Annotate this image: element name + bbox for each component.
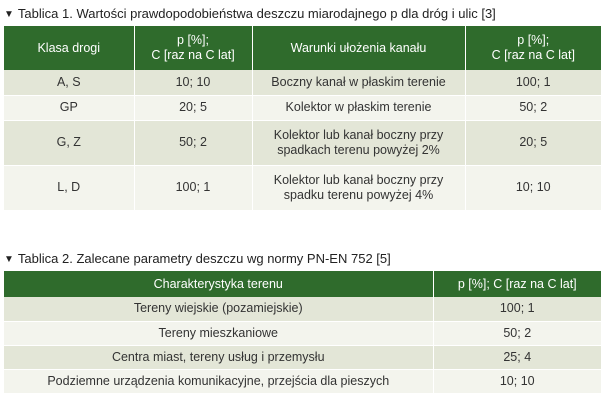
- cell-p-c: 10; 10: [465, 165, 601, 210]
- cell-line: Kolektor lub kanał boczny przy: [273, 127, 444, 142]
- cell-terrain: Podziemne urządzenia komunikacyjne, przejścia dla pieszych: [4, 369, 433, 393]
- header-line: Warunki ułożenia kanału: [290, 40, 427, 55]
- cell-terrain: Tereny wiejskie (pozamiejskie): [4, 297, 433, 321]
- cell-line: spadku terenu powyżej 4%: [283, 187, 434, 202]
- table-row: [4, 297, 601, 321]
- cell-conditions: [252, 70, 465, 95]
- cell-p-c: 10; 10: [433, 369, 601, 393]
- table-row: [4, 120, 601, 165]
- rain-parameters-table: [4, 271, 601, 394]
- cell-line: Kolektor lub kanał boczny przy: [273, 172, 444, 187]
- cell-p-c: 100; 1: [433, 297, 601, 321]
- header-line: Klasa drogi: [37, 40, 101, 55]
- cell-conditions: [252, 165, 465, 210]
- header-line: C [raz na C lat]: [491, 48, 575, 62]
- header-line: C [raz na C lat]: [151, 48, 235, 62]
- table-header-row: [4, 271, 601, 297]
- table2-caption-text: Tablica 2. Zalecane parametry deszczu wg normy PN-EN 752 [5]: [17, 251, 391, 266]
- table-row: [4, 70, 601, 95]
- cell-conditions: [252, 120, 465, 165]
- cell-p-c: 100; 1: [134, 165, 252, 210]
- cell-p-c: 20; 5: [465, 120, 601, 165]
- cell-road-class: A, S: [4, 70, 134, 95]
- rain-probability-table: [4, 26, 601, 211]
- table-row: [4, 369, 601, 393]
- cell-line: Kolektor w płaskim terenie: [285, 100, 432, 114]
- triangle-down-icon: ▼: [4, 254, 14, 265]
- table-row: [4, 321, 601, 345]
- header-p-c-1: [134, 26, 252, 70]
- cell-line: Boczny kanał w płaskim terenie: [271, 74, 446, 89]
- table-row: [4, 165, 601, 210]
- cell-conditions: [252, 95, 465, 120]
- table2-caption: [4, 251, 391, 268]
- cell-terrain: Tereny mieszkaniowe: [4, 321, 433, 345]
- cell-road-class: L, D: [4, 165, 134, 210]
- triangle-down-icon: ▼: [4, 9, 14, 20]
- header-p-c: p [%]; C [raz na C lat]: [433, 271, 601, 297]
- header-p-c-2: [465, 26, 601, 70]
- cell-road-class: G, Z: [4, 120, 134, 165]
- cell-p-c: 20; 5: [134, 95, 252, 120]
- header-conditions: [252, 26, 465, 70]
- cell-p-c: 50; 2: [433, 321, 601, 345]
- cell-terrain: Centra miast, tereny usług i przemysłu: [4, 345, 433, 369]
- cell-p-c: 100; 1: [465, 70, 601, 95]
- table-row: [4, 95, 601, 120]
- table1-caption: [4, 6, 496, 23]
- cell-p-c: 25; 4: [433, 345, 601, 369]
- header-line: p [%];: [517, 33, 550, 47]
- cell-p-c: 10; 10: [134, 70, 252, 95]
- table1-caption-text: Tablica 1. Wartości prawdopodobieństwa deszczu miarodajnego p dla dróg i ulic [3]: [17, 6, 496, 21]
- header-line: p [%];: [177, 33, 209, 47]
- header-terrain: Charakterystyka terenu: [4, 271, 433, 297]
- table-header-row: [4, 26, 601, 70]
- cell-p-c: 50; 2: [134, 120, 252, 165]
- cell-p-c: 50; 2: [465, 95, 601, 120]
- cell-road-class: GP: [4, 95, 134, 120]
- cell-line: spadkach terenu powyżej 2%: [277, 142, 440, 157]
- table-row: [4, 345, 601, 369]
- header-road-class: [4, 26, 134, 70]
